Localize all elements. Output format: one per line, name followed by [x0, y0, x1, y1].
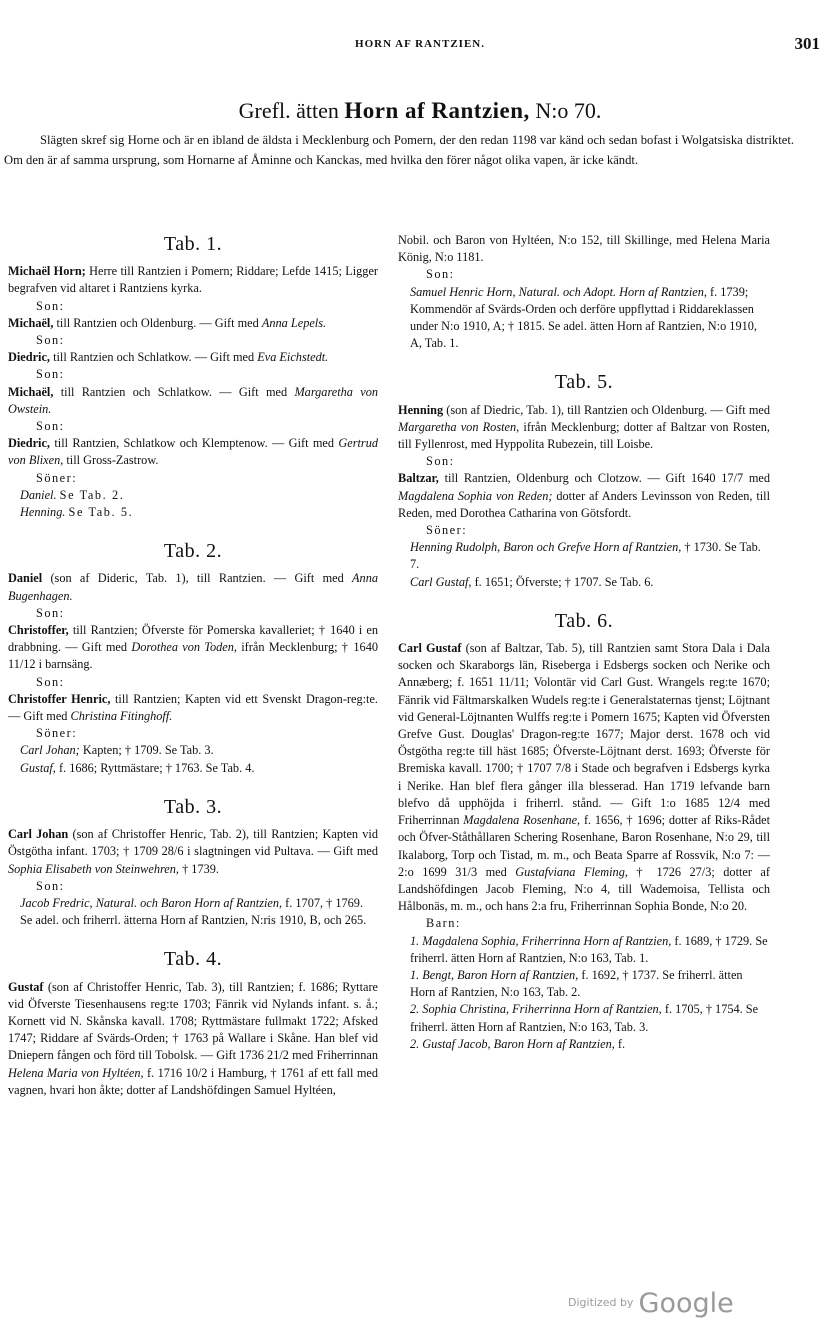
entry-text: (son af Christoffer Henric, Tab. 3), till Rantzien; f. 1686; Ryttare vid Öfverste Tiesenhausens reg:te 1703; Fänrik vid Nylands infant. s. å.; Kornett vid N. Skånska kavall. 1708; Ryttmästare fullmakt 1722; Afsked 1747; Riddare af Svärds-Orden; † 1763 på Wallare i Skåne. Han blef vid Dniepern fången och förd till Tobolsk. — Gift 1736 21/2 med Friherrinnan [8, 979, 378, 1063]
person-name: Diedric, [8, 350, 51, 365]
child-text: † 1730. Se Tab. 7. [410, 540, 761, 572]
page-number: 301 [794, 34, 820, 53]
son-label: Son: [426, 267, 455, 282]
spouse-name: Dorothea von Toden, [131, 640, 237, 655]
entry-text: till Rantzien och Schlatkow. — Gift med [53, 350, 255, 365]
child-name: Daniel. [20, 487, 57, 502]
child-text: f. 1689, † 1729. Se friherrl. ätten Horn af Rantzien, N:o 163, Tab. 1. [410, 933, 768, 965]
entry-text: till Rantzien och Oldenburg. — Gift med [56, 315, 259, 330]
child-line [398, 933, 770, 967]
child-text: f. 1707, † 1769. Se adel. och friherrl. ätterna Horn af Rantzien, N:ris 1910, B, och 265. [20, 895, 367, 928]
person-name: Michaël, [8, 384, 54, 399]
spouse-name: Magdalena Rosenhane, [463, 813, 581, 828]
son-label: Son: [36, 419, 65, 434]
child-line [8, 895, 378, 929]
person-name: Michaël Horn; [8, 264, 86, 279]
genealogy-entry [398, 470, 770, 522]
child-name: Gustaf, [20, 760, 56, 775]
cross-reference: Se Tab. 5. [68, 505, 134, 520]
child-line [8, 504, 378, 521]
child-name: Samuel Henric Horn, Natural. och Adopt. Horn af Rantzien, [410, 284, 707, 299]
genealogy-entry [8, 263, 378, 297]
genealogy-entry [8, 570, 378, 604]
spouse-name: Gertrud von Blixen, [8, 436, 378, 468]
entry-text: till Gross-Zastrow. [66, 453, 159, 468]
child-text: f. 1705, † 1754. Se friherrl. ätten Horn af Rantzien, N:o 163, Tab. 3. [410, 1002, 759, 1034]
spouse-name: Sophia Elisabeth von Steinwehren, [8, 861, 179, 876]
child-name: 2. Gustaf Jacob, Baron Horn af Rantzien, [410, 1036, 615, 1051]
son-label: Son: [426, 454, 455, 469]
child-line [398, 967, 770, 1001]
title-family-name: Horn af Rantzien, [344, 98, 530, 123]
entry-text: Herre till Rantzien i Pomern; Riddare; Lefde 1415; Ligger begrafven vid altaret i Rantziens kyrka. [8, 264, 379, 296]
entry-text: Nobil. och Baron von Hyltéen, N:o 152, till Skillinge, med Helena Maria König, N:o 1181. [398, 233, 770, 265]
entry-text: (son af Diedric, Tab. 1), till Rantzien och Oldenburg. — Gift med [446, 402, 770, 417]
child-text: f. 1692, † 1737. Se friherrl. ätten Horn af Rantzien, N:o 163, Tab. 2. [410, 967, 743, 1000]
person-name: Carl Gustaf [398, 641, 462, 656]
spouse-name: Margaretha von Owstein. [8, 384, 379, 416]
person-name: Carl Johan [8, 827, 69, 842]
entry-text: till Rantzien och Schlatkow. — Gift med [60, 384, 288, 399]
sons-label: Söner: [36, 726, 78, 741]
person-name: Michaël, [8, 315, 54, 330]
son-label: Son: [36, 878, 65, 893]
intro-paragraph [4, 130, 794, 170]
entry-text: (son af Dideric, Tab. 1), till Rantzien. — Gift med [50, 571, 344, 586]
entry-text: (son af Baltzar, Tab. 5), till Rantzien samt Stora Dala i Dala socken och Skaraborgs län, Riseberga i Edsbergs socken och Nerike och Annæberg; f. 1651 11/11; Volontär vid Carl Gust. Wrangels reg:te 1670; Fänrik vid Fältmarskalken Wudels reg:te i Generalstaternas tjenst; Löjtnant vid General-Löjtnanten Wulffs reg:te i Pomern 1675; Kapten vid Öfversten Grefve Gust. Douglas' Dragon-reg:te 1677; Major derst. 1678 och vid Östgötha reg:te till häst 1685; Öfverste-Löjtnant derst. 1693; Öfverste för Bremiska kavall. 1700; † 1707 7/8 i Stade och begrafven i Edsbergs kyrka i Nerike. Han blef flera gånger illa blesserad. Han 1719 lefvande barn blefvo då upphöjda i friherrl. stånd. — Gift 1:o 1685 12/4 med Friherrinnan [398, 641, 770, 828]
entry-text: till Rantzien, Schlatkow och Klemptenow. — Gift med [54, 436, 335, 451]
sons-label: Söner: [36, 470, 78, 485]
son-label: Son: [36, 333, 65, 348]
child-text: Kapten; † 1709. Se Tab. 3. [82, 743, 214, 758]
child-name: Jacob Fredric, Natural. och Baron Horn af Rantzien, [20, 895, 283, 910]
genealogy-entry [8, 979, 378, 1099]
intro-text: Slägten skref sig Horne och är en ibland de äldsta i Mecklenburg och Pomern, der den redan 1198 var känd och sedan bofast i Wolgatsiska distriktet. Om den är af samma ursprung, som Hornarne af Åminne och Kanckas, med hvilka den förer något olika vapen, är icke kändt. [4, 133, 794, 167]
left-column [8, 228, 378, 1099]
genealogy-entry [8, 622, 378, 674]
spouse-name: Anna Lepels. [261, 315, 327, 330]
spouse-name: Margaretha von Rosten, [398, 419, 520, 434]
child-text: f. 1686; Ryttmästare; † 1763. Se Tab. 4. [58, 760, 255, 775]
spouse-name: Eva Eichstedt. [257, 350, 329, 365]
genealogy-entry [398, 640, 770, 915]
son-label: Son: [36, 298, 65, 313]
child-name: Henning. [20, 505, 66, 520]
genealogy-entry [8, 691, 378, 725]
entry-text: ifrån Mecklenburg; † 1640 11/12 i barnsäng. [8, 640, 378, 672]
tab-6-heading: Tab. 6. [554, 609, 614, 632]
person-name: Diedric, [8, 436, 51, 451]
child-line [398, 1036, 770, 1053]
genealogy-entry [8, 826, 378, 878]
child-name: 1. Magdalena Sophia, Friherrinna Horn af Rantzien, [410, 933, 672, 948]
child-name: 2. Sophia Christina, Friherrinna Horn af Rantzien, [410, 1002, 662, 1017]
child-name: Henning Rudolph, Baron och Grefve Horn af Rantzien, [410, 540, 682, 555]
child-line [398, 539, 770, 573]
person-name: Daniel [8, 571, 43, 586]
page-title [0, 98, 840, 124]
son-label: Son: [36, 605, 65, 620]
continued-entry [398, 232, 770, 266]
person-name: Christoffer, [8, 623, 69, 638]
genealogy-entry [8, 435, 378, 469]
person-name: Christoffer Henric, [8, 691, 111, 706]
entry-text: dotter af Anders Levinsson von Reden, till Reden, med Dorothea Catharina von Götsfordt. [398, 488, 770, 520]
child-line [8, 742, 378, 759]
child-line [398, 1001, 770, 1035]
tab-3-heading: Tab. 3. [163, 795, 223, 818]
entry-text: ifrån Mecklenburg; dotter af Baltzar von Rosten, till Fyllenrost, med Hyppolita Rubezein, till Loisbe. [398, 419, 770, 452]
tab-2-heading: Tab. 2. [163, 540, 223, 563]
digitized-label: Digitized by [568, 1296, 634, 1309]
entry-text: till Rantzien, Oldenburg och Clotzow. — Gift 1640 17/7 med [444, 471, 770, 486]
entry-text: f. 1656, † 1696; dotter af Riks-Rådet och Öfver-Ståthållaren Schering Rosenhane, Baron Rosenhane, N:o 29, till Ikalaborg, Torp och Tistad, m. m., och Beata Sparre af Rossvik, N:o 7: — 2:o 1699 31/3 med [398, 813, 771, 879]
child-text: f. 1739; Kommendör af Svärds-Orden och derföre uppflyttad i Riddareklassen under N:o 1910, A; † 1815. Se adel. ätten Horn af Rantzien, N:o 1910, A, Tab. 1. [410, 284, 757, 351]
spouse-name: Gustafviana Fleming, [515, 864, 628, 879]
title-number: N:o 70. [535, 98, 602, 123]
children-label: Barn: [426, 916, 461, 931]
spouse-name: Helena Maria von Hyltéen, [8, 1065, 144, 1080]
running-head: HORN AF RANTZIEN. [355, 38, 485, 50]
cross-reference: Se Tab. 2. [59, 487, 125, 502]
google-digitized-watermark [568, 1288, 768, 1322]
spouse-name: Anna Bugenhagen. [8, 571, 379, 603]
genealogy-entry [8, 349, 378, 366]
child-name: Carl Gustaf, [410, 574, 472, 589]
title-prefix: Grefl. ätten [238, 98, 339, 123]
entry-text: till Rantzien; Öfverste för Pomerska kavalleriet; † 1640 i en drabbning. — Gift med [8, 623, 378, 655]
spouse-name: Christina Fitinghoff. [70, 709, 173, 724]
right-column [398, 232, 770, 1053]
spouse-name: Magdalena Sophia von Reden; [398, 488, 553, 503]
person-name: Baltzar, [398, 471, 439, 486]
entry-text: till Rantzien; Kapten vid ett Svenskt Dragon-reg:te. — Gift med [8, 691, 378, 724]
child-name: Carl Johan; [20, 743, 80, 758]
entry-text: (son af Christoffer Henric, Tab. 2), till Rantzien; Kapten vid Östgötha infant. 1703; † 1709 28/6 i slagtningen vid Pultava. — Gift med [8, 827, 378, 859]
genealogy-entry [8, 315, 378, 332]
sons-label: Söner: [426, 523, 468, 538]
google-logo: Google [638, 1288, 734, 1319]
genealogy-entry [398, 402, 770, 454]
entry-text: † 1726 27/3; dotter af Landshöfdingen Jacob Fleming, N:o 4, till Wademoisa, Tellista och Hålbonäs, m. m., och hans 2:a fru, Friherrinnan Sophia Bonde, N:o 20. [398, 864, 770, 914]
child-line [398, 284, 770, 353]
child-text: f. [617, 1036, 626, 1051]
tab-4-heading: Tab. 4. [163, 948, 223, 971]
son-label: Son: [36, 367, 65, 382]
person-name: Gustaf [8, 979, 44, 994]
son-label: Son: [36, 674, 65, 689]
person-name: Henning [398, 402, 444, 417]
child-line [8, 760, 378, 777]
tab-1-heading: Tab. 1. [163, 233, 223, 255]
child-line [398, 574, 770, 591]
entry-text: † 1739. [182, 861, 219, 876]
child-text: f. 1651; Öfverste; † 1707. Se Tab. 6. [474, 574, 654, 589]
genealogy-entry [8, 384, 378, 418]
tab-5-heading: Tab. 5. [554, 371, 614, 394]
entry-text: f. 1716 10/2 i Hamburg, † 1761 af ett fall med vagnen, hvari hon åkte; dotter af Landshöfdingen Samuel Hyltéen, [8, 1065, 378, 1097]
child-line [8, 487, 378, 504]
child-name: 1. Bengt, Baron Horn af Rantzien, [410, 967, 579, 982]
